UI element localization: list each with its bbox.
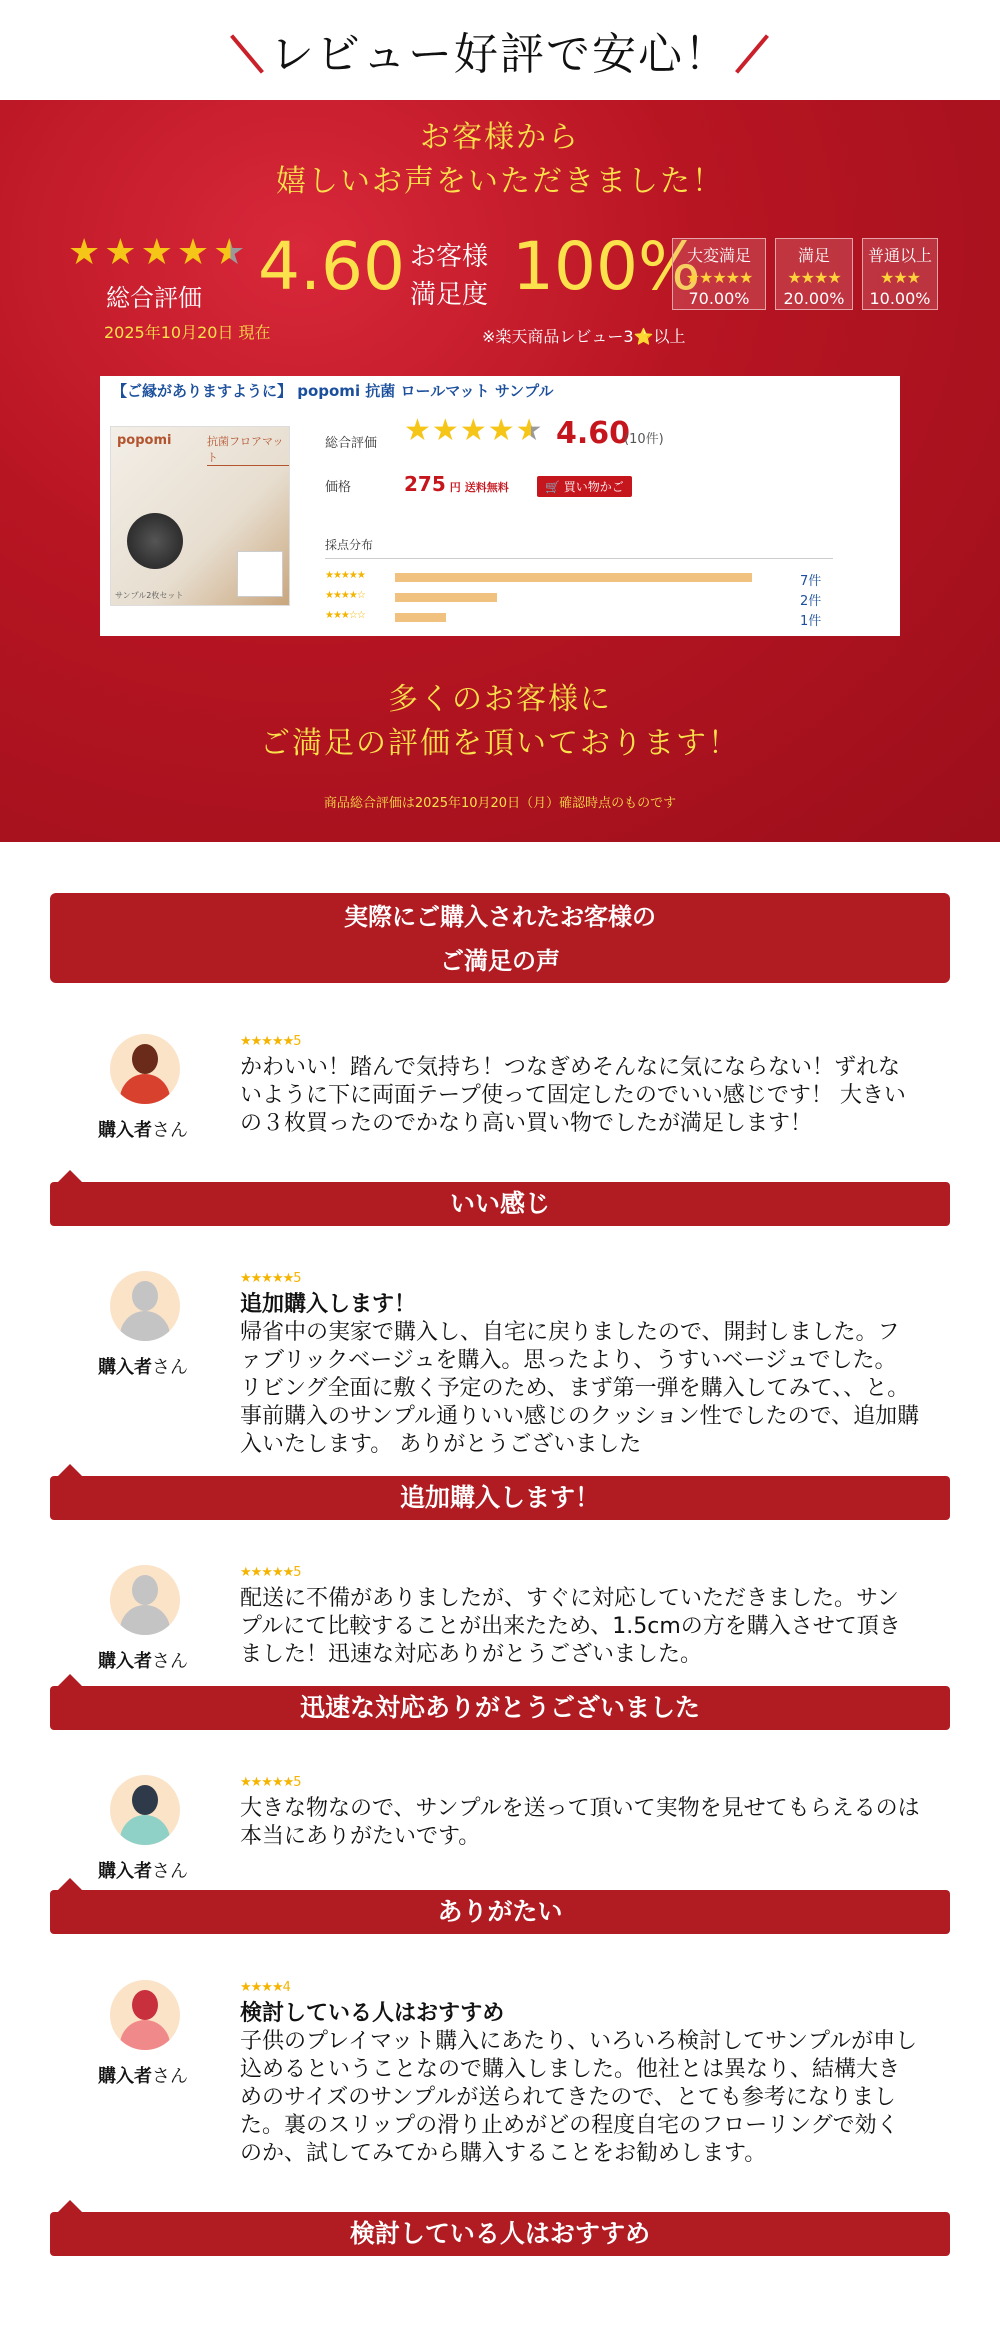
breakdown-satisfied xyxy=(775,238,853,310)
star-icon: ★ xyxy=(431,413,459,448)
review-title: 追加購入します！ xyxy=(240,1292,417,1317)
review-stars: ★★★★★5 xyxy=(240,1271,301,1286)
shipping-label: 送料無料 xyxy=(464,481,509,494)
avatar xyxy=(110,1271,180,1341)
avatar-head xyxy=(132,1575,158,1605)
card-stars xyxy=(404,413,543,448)
star-icon: ★ xyxy=(68,232,101,273)
satisfaction-label-2: 満足度 xyxy=(410,280,489,310)
avatar-body xyxy=(120,1311,170,1341)
distribution-row xyxy=(325,570,835,589)
avatar xyxy=(110,1034,180,1104)
distribution-bar xyxy=(395,593,497,602)
avatar-head xyxy=(132,1044,158,1074)
review-banner: 追加購入します！ xyxy=(50,1476,950,1520)
half-star-icon: ★ xyxy=(515,413,543,448)
card-review-count[interactable]: (10件) xyxy=(624,432,664,447)
cart-label: 買い物かご xyxy=(563,480,624,494)
image-caption: サンプル2枚セット xyxy=(115,591,184,600)
add-to-cart-button[interactable] xyxy=(537,476,632,497)
review-title: 検討している人はおすすめ xyxy=(240,2001,505,2026)
avatar-body xyxy=(120,2020,170,2050)
row-stars: ★★★☆☆ xyxy=(325,610,365,621)
sample-square-graphic xyxy=(237,551,283,597)
price-unit: 円 xyxy=(449,481,461,494)
satisfaction-label-1: お客様 xyxy=(410,242,489,272)
card-price-label: 価格 xyxy=(325,480,352,495)
breakdown-percent: 70.00% xyxy=(688,289,750,308)
hero-line-2: 嬉しいお声をいただきました！ xyxy=(276,164,724,199)
breakdown-percent: 10.00% xyxy=(869,289,931,308)
brand-logo: popomi xyxy=(117,433,172,448)
overall-stars xyxy=(68,232,246,273)
avatar-head xyxy=(132,1785,158,1815)
distribution-bar xyxy=(395,573,752,582)
rakuten-note: ※楽天商品レビュー3⭐以上 xyxy=(482,327,686,346)
buyer-label: 購入者 xyxy=(98,1357,152,1378)
avatar-head xyxy=(132,1281,158,1311)
review-text: かわいい！踏んで気持ち！つなぎめそんなに気にならない！ずれないように下に両面テープ使って固定したのでいい感じです！ 大きいの３枚買ったのでかなり高い買い物でしたが満足します！ xyxy=(240,1055,906,1136)
row-stars: ★★★★☆ xyxy=(325,590,365,601)
breakdown-label: 満足 xyxy=(797,246,830,265)
card-price xyxy=(404,472,509,496)
review-body xyxy=(240,1054,920,1138)
card-score: 4.60 xyxy=(556,416,631,451)
review-banner: ありがたい xyxy=(50,1890,950,1934)
avatar xyxy=(110,1775,180,1845)
hero-footnote: 商品総合評価は2025年10月20日（月）確認時点のものです xyxy=(323,796,677,811)
reviewer-name xyxy=(98,2062,188,2088)
page-header xyxy=(0,0,1000,100)
review-stars: ★★★★★5 xyxy=(240,1775,301,1790)
star-icon: ★ xyxy=(404,413,431,448)
product-card xyxy=(100,376,900,636)
reviewer-name xyxy=(98,1353,188,1379)
hero-line-3: 多くのお客様に xyxy=(388,682,612,717)
product-image[interactable] xyxy=(110,426,290,606)
divider xyxy=(325,558,833,559)
rating-hero xyxy=(0,100,1000,842)
review-body xyxy=(240,1585,920,1669)
breakdown-percent: 20.00% xyxy=(783,289,845,308)
avatar-body xyxy=(120,1605,170,1635)
review-stars: ★★★★4 xyxy=(240,1980,290,1995)
rolled-mat-graphic xyxy=(127,513,183,569)
product-title-link[interactable]: 【ご縁がありますように】 popomi 抗菌 ロールマット サンプル xyxy=(112,382,554,400)
reviewer-name xyxy=(98,1116,188,1142)
avatar-head xyxy=(132,1990,158,2020)
rating-date: 2025年10月20日 現在 xyxy=(104,323,271,342)
star-icon: ★ xyxy=(176,232,210,273)
distribution-bar xyxy=(395,613,446,622)
breakdown-stars: ★★★★ xyxy=(787,268,841,287)
reviewer-name xyxy=(98,1857,188,1883)
row-count[interactable]: 7件 xyxy=(800,574,822,589)
customer-voices-banner xyxy=(50,893,950,983)
half-star-icon: ★ xyxy=(213,232,246,273)
review-text: 大きな物なので、サンプルを送って頂いて実物を見せてもらえるのは本当にありがたいです。 xyxy=(240,1796,920,1849)
review-banner: 迅速な対応ありがとうございました xyxy=(50,1686,950,1730)
breakdown-stars: ★★★★★ xyxy=(685,268,753,287)
review-banner: 検討している人はおすすめ xyxy=(50,2212,950,2256)
distribution-row xyxy=(325,610,835,629)
breakdown-label: 大変満足 xyxy=(686,246,751,265)
cart-icon: 🛒 xyxy=(545,480,560,494)
review-banner: いい感じ xyxy=(50,1182,950,1226)
row-count[interactable]: 2件 xyxy=(800,594,822,609)
avatar xyxy=(110,1565,180,1635)
breakdown-stars: ★★★ xyxy=(879,268,921,287)
star-icon: ★ xyxy=(140,232,173,273)
star-icon: ★ xyxy=(459,413,487,448)
star-icon: ★ xyxy=(487,413,515,448)
breakdown-label: 普通以上 xyxy=(867,246,932,265)
review-body xyxy=(240,1291,920,1459)
avatar-body xyxy=(120,1074,170,1104)
review-body xyxy=(240,2000,920,2168)
hero-line-4: ご満足の評価を頂いております！ xyxy=(260,726,740,761)
image-badge: 抗菌フロアマット xyxy=(207,433,289,466)
honorific: さん xyxy=(152,1357,188,1378)
hero-line-1: お客様から xyxy=(420,120,580,155)
overall-label: 総合評価 xyxy=(106,284,202,312)
distribution-row xyxy=(325,590,835,609)
review-body xyxy=(240,1795,920,1851)
avatar xyxy=(110,1980,180,2050)
buyer-label: 購入者 xyxy=(98,1120,152,1141)
avatar-body xyxy=(120,1815,170,1845)
distribution-heading: 採点分布 xyxy=(325,538,374,552)
decorative-slash-left xyxy=(230,34,264,73)
honorific: さん xyxy=(152,1861,188,1882)
voices-line-1: 実際にご購入されたお客様の xyxy=(344,903,656,931)
breakdown-above-average xyxy=(862,238,938,310)
buyer-label: 購入者 xyxy=(98,1861,152,1882)
buyer-label: 購入者 xyxy=(98,1651,152,1672)
breakdown-very-satisfied xyxy=(672,238,766,310)
review-text: 子供のプレイマット購入にあたり、いろいろ検討してサンプルが申し込めるということなので購入しました。他社とは異なり、結構大きめのサイズのサンプルが送られてきたので、とても参考になりました。裏のスリップの滑り止めがどの程度自宅のフローリングで効くのか、試してみてから購入することをお勧めします。 xyxy=(240,2029,918,2166)
honorific: さん xyxy=(152,1651,188,1672)
honorific: さん xyxy=(152,2066,188,2087)
review-text: 帰省中の実家で購入し、自宅に戻りましたので、開封しました。ファブリックベージュを購入。思ったより、うすいベージュでした。 リビング全面に敷く予定のため、まず第一弾を購入してみて、、と。事前購入のサンプル通りいい感じのクッション性でしたので、追加購入いたします。 ありがとうございました xyxy=(240,1320,920,1457)
price-value: 275 xyxy=(404,472,446,496)
row-count[interactable]: 1件 xyxy=(800,614,822,629)
review-stars: ★★★★★5 xyxy=(240,1034,301,1049)
card-overall-label: 総合評価 xyxy=(325,436,378,451)
satisfaction-label xyxy=(410,238,488,314)
voices-line-2: ご満足の声 xyxy=(440,947,560,975)
satisfaction-percent: 100% xyxy=(512,228,701,305)
buyer-label: 購入者 xyxy=(98,2066,152,2087)
reviewer-name xyxy=(98,1647,188,1673)
star-icon: ★ xyxy=(104,232,137,273)
review-text: 配送に不備がありましたが、すぐに対応していただきました。サンプルにて比較することが出来たため、1.5cmの方を購入させて頂きました！迅速な対応ありがとうございました。 xyxy=(240,1586,901,1667)
page-title: レビュー好評で安心！ xyxy=(270,29,730,80)
honorific: さん xyxy=(152,1120,188,1141)
row-stars: ★★★★★ xyxy=(325,570,365,581)
decorative-slash-right xyxy=(735,34,769,73)
review-stars: ★★★★★5 xyxy=(240,1565,301,1580)
overall-score: 4.60 xyxy=(258,228,405,305)
